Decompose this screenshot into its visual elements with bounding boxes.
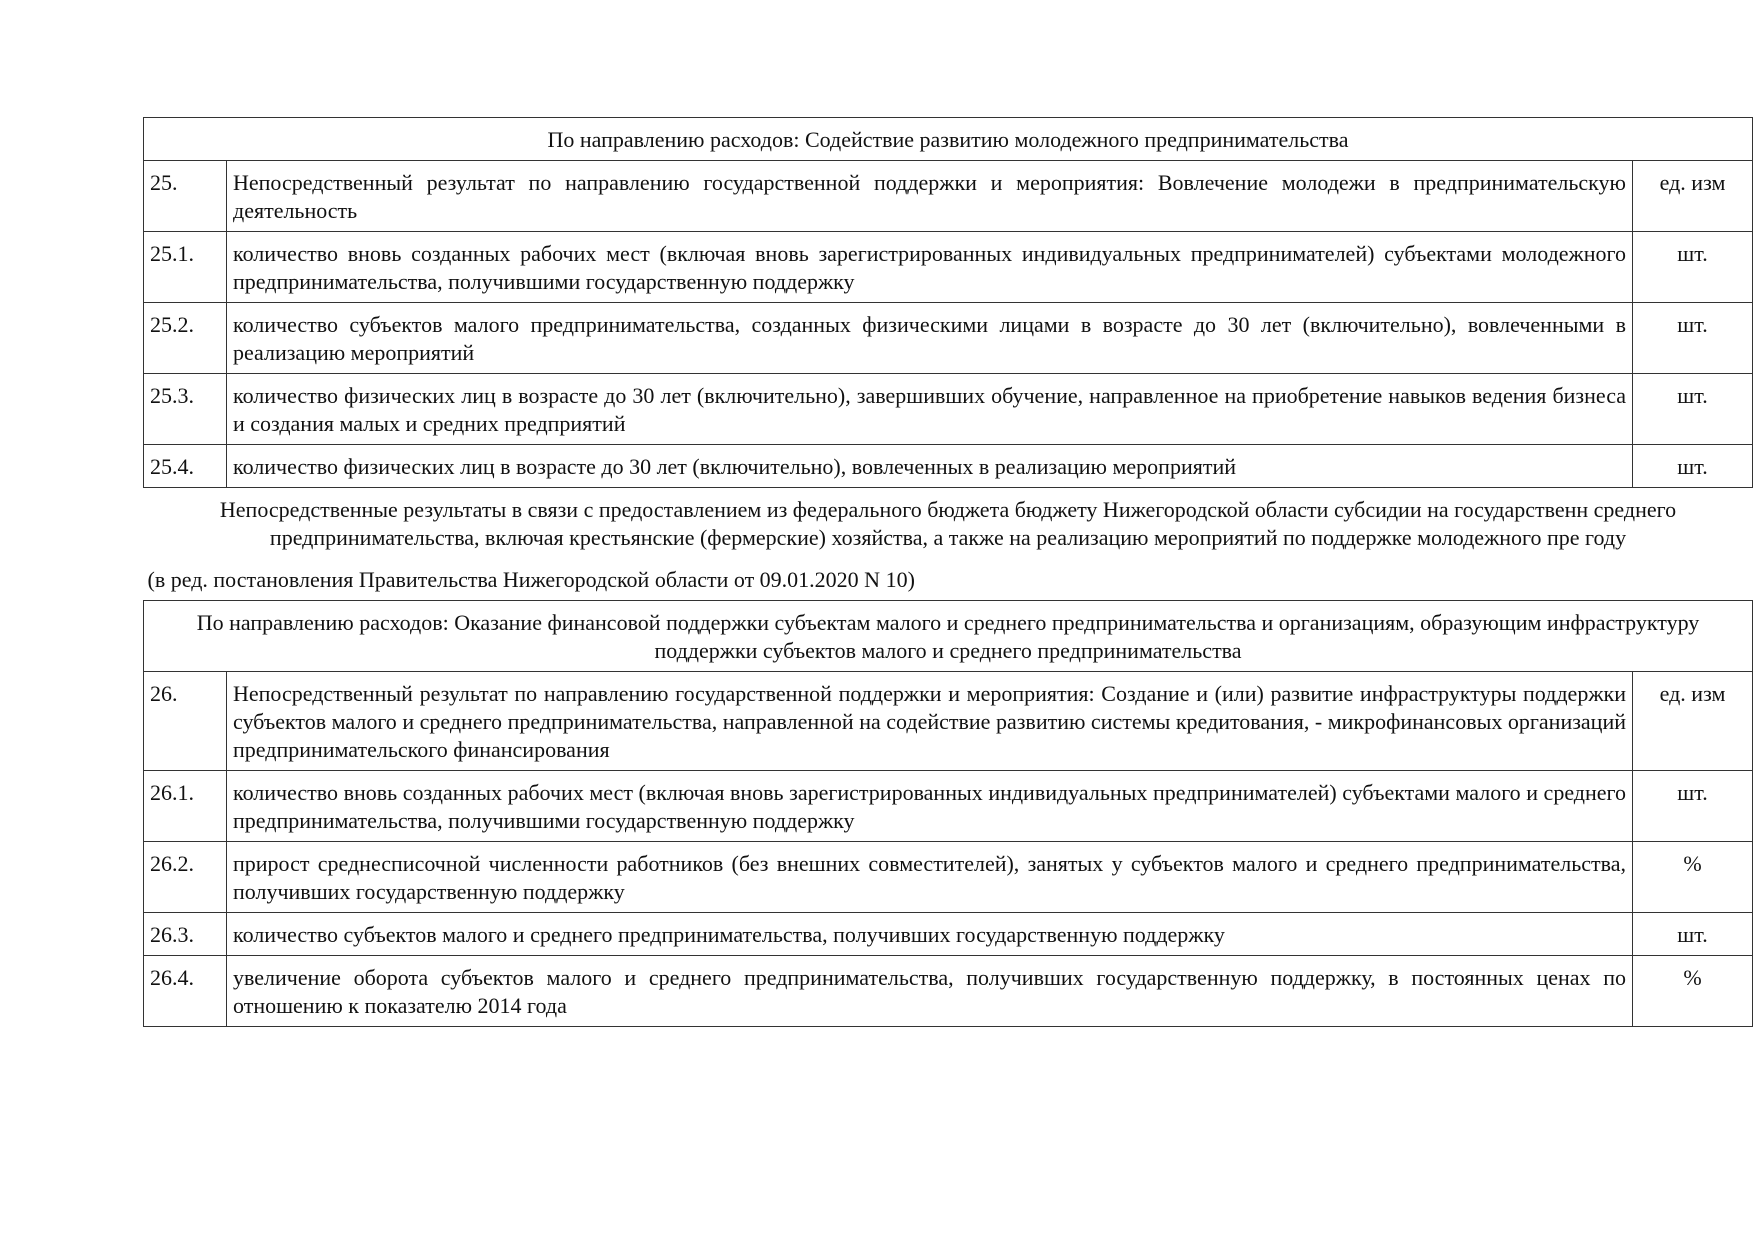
row-description: количество субъектов малого предпринимательства, созданных физическими лицами в возрасте до 30 лет (включительно), вовлеченными в реализацию мероприятий — [227, 303, 1633, 374]
row-number: 25.2. — [144, 303, 227, 374]
row-unit: % — [1633, 842, 1753, 913]
row-unit: шт. — [1633, 303, 1753, 374]
row-number: 26. — [144, 672, 227, 771]
direction-row — [144, 601, 1753, 672]
row-number: 26.3. — [144, 913, 227, 956]
row-description: Непосредственный результат по направлению государственной поддержки и мероприятия: Создание и (или) развитие инфраструктуры поддержки субъектов малого и среднего предпринимательства, направленной на содействие развитию системы кредитования, - микрофинансовых организаций предпринимательского финансирования — [227, 672, 1633, 771]
table-row — [144, 913, 1753, 956]
row-unit: шт. — [1633, 445, 1753, 488]
row-unit: шт. — [1633, 374, 1753, 445]
row-unit: ед. изм — [1633, 672, 1753, 771]
row-number: 25.3. — [144, 374, 227, 445]
row-number: 25.4. — [144, 445, 227, 488]
table-row — [144, 303, 1753, 374]
row-description: увеличение оборота субъектов малого и среднего предпринимательства, получивших государственную поддержку, в постоянных ценах по отношению к показателю 2014 года — [227, 956, 1633, 1027]
row-description: Непосредственный результат по направлению государственной поддержки и мероприятия: Вовлечение молодежи в предпринимательскую деятельность — [227, 161, 1633, 232]
table-row — [144, 771, 1753, 842]
table-row — [144, 956, 1753, 1027]
direction-row — [144, 118, 1753, 161]
table-row — [144, 672, 1753, 771]
row-unit: ед. изм — [1633, 161, 1753, 232]
row-unit: шт. — [1633, 771, 1753, 842]
row-number: 26.4. — [144, 956, 227, 1027]
row-number: 25. — [144, 161, 227, 232]
row-description: количество субъектов малого и среднего предпринимательства, получивших государственную поддержку — [227, 913, 1633, 956]
row-unit: шт. — [1633, 913, 1753, 956]
table-row — [144, 374, 1753, 445]
row-description: прирост среднесписочной численности работников (без внешних совместителей), занятых у субъектов малого и среднего предпринимательства, получивших государственную поддержку — [227, 842, 1633, 913]
info-heading: Непосредственные результаты в связи с предоставлением из федерального бюджета бюджету Нижегородской области субсидии на государственн среднего предпринимательства, включая крестьянские (фермерские) хозяйства, а также на реализацию мероприятий по поддержке молодежного пре году — [219, 497, 1677, 550]
row-number: 26.1. — [144, 771, 227, 842]
direction-heading: По направлению расходов: Оказание финансовой поддержки субъектам малого и среднего предпринимательства и организациям, образующим инфраструктуру поддержки субъектов малого и среднего предпринимательства — [144, 601, 1753, 672]
row-description: количество вновь созданных рабочих мест (включая вновь зарегистрированных индивидуальных предпринимателей) субъектами малого и среднего предпринимательства, получившими государственную поддержку — [227, 771, 1633, 842]
info-cell — [144, 488, 1753, 601]
info-row — [144, 488, 1753, 601]
row-unit: % — [1633, 956, 1753, 1027]
row-unit: шт. — [1633, 232, 1753, 303]
row-description: количество физических лиц в возрасте до 30 лет (включительно), вовлеченных в реализацию мероприятий — [227, 445, 1633, 488]
table-row — [144, 445, 1753, 488]
table-row — [144, 232, 1753, 303]
table-row — [144, 161, 1753, 232]
table-row — [144, 842, 1753, 913]
row-number: 26.2. — [144, 842, 227, 913]
row-description: количество вновь созданных рабочих мест (включая вновь зарегистрированных индивидуальных предпринимателей) субъектами молодежного предпринимательства, получившими государственную поддержку — [227, 232, 1633, 303]
amendment-note: (в ред. постановления Правительства Нижегородской области от 09.01.2020 N 10) — [147, 567, 915, 592]
row-description: количество физических лиц в возрасте до 30 лет (включительно), завершивших обучение, направленное на приобретение навыков ведения бизнеса и создания малых и средних предприятий — [227, 374, 1633, 445]
row-number: 25.1. — [144, 232, 227, 303]
indicators-table — [143, 117, 1753, 1027]
direction-heading: По направлению расходов: Содействие развитию молодежного предпринимательства — [144, 118, 1753, 161]
